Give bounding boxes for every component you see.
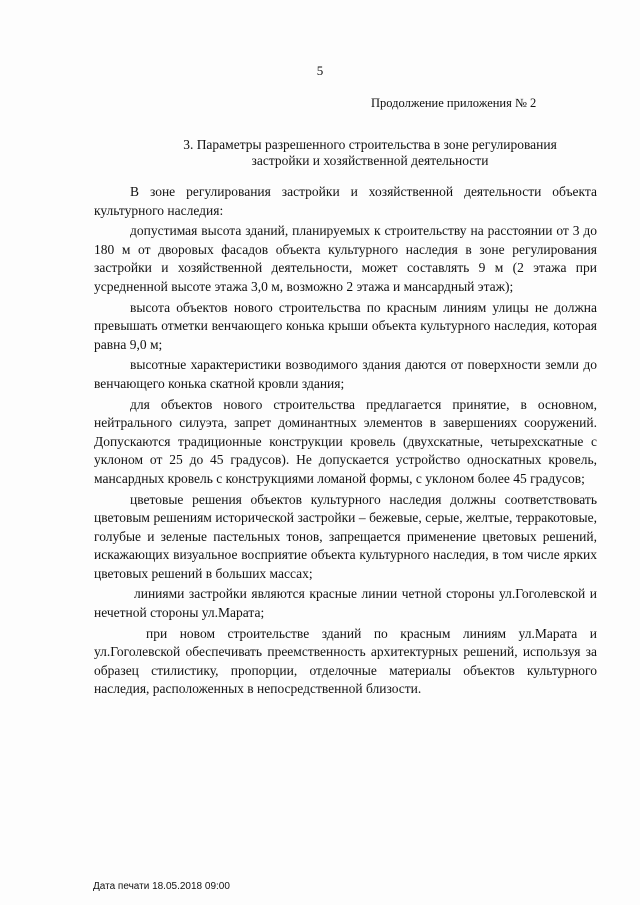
paragraph-height-limit: допустимая высота зданий, планируемых к строительству на расстоянии от 3 до 180 м от дворовых фасадов объекта культурного наследия в зоне регулирования застройки и хозяйственной деятельности, может составлять 9 м (2 этажа при усредненной высоте этажа 3,0 м, возможно 2 этажа и мансардный этаж); <box>94 223 597 294</box>
paragraph-architectural-continuity: при новом строительстве зданий по красным линиям ул.Марата и ул.Гоголевской обеспечивать преемственность архитектурных решений, используя за образец стилистику, пропорции, отделочные материалы объектов культурного наследия, расположенных в непосредственной близости. <box>94 625 597 697</box>
section-title-line-2: застройки и хозяйственной деятельности <box>251 153 489 168</box>
page-number: 5 <box>316 63 324 78</box>
print-date: Дата печати 18.05.2018 09:00 <box>93 881 230 892</box>
appendix-note: Продолжение приложения № 2 <box>371 96 537 110</box>
paragraph-roof-silhouette: для объектов нового строительства предлагается принятие, в основном, нейтрального силуэта, запрет доминантных элементов в завершениях сооружений. Допускаются традиционные конструкции кровель (двухскатные, четырехскатные с уклоном от 25 до 45 градусов). Не допускается устройство односкатных кровель, мансардных кровель с конструкциями ломаной формы, с уклоном более 45 градусов; <box>94 396 597 486</box>
paragraph-height-reference: высотные характеристики возводимого здания даются от поверхности земли до венчающего конька скатной кровли здания; <box>94 357 597 391</box>
paragraph-intro: В зоне регулирования застройки и хозяйственной деятельности объекта культурного наследия: <box>94 184 597 218</box>
paragraph-building-lines: линиями застройки являются красные линии четной стороны ул.Гоголевской и нечетной стороны ул.Марата; <box>94 586 597 621</box>
document-body <box>94 183 597 699</box>
paragraph-color-solutions: цветовые решения объектов культурного наследия должны соответствовать цветовым решениям исторической застройки – бежевые, серые, желтые, терракотовые, голубые и зеленые пастельных тонов, запрещается применение цветовых решений, искажающих визуальное восприятие объекта культурного наследия, в том числе ярких цветовых решений в больших массах; <box>94 491 597 581</box>
section-title <box>100 137 640 169</box>
section-title-line-1: 3. Параметры разрешенного строительства в зоне регулирования <box>183 137 557 152</box>
paragraph-red-line-height: высота объектов нового строительства по красным линиям улицы не должна превышать отметки венчающего конька крыши объекта культурного наследия, которая равна 9,0 м; <box>94 299 597 352</box>
